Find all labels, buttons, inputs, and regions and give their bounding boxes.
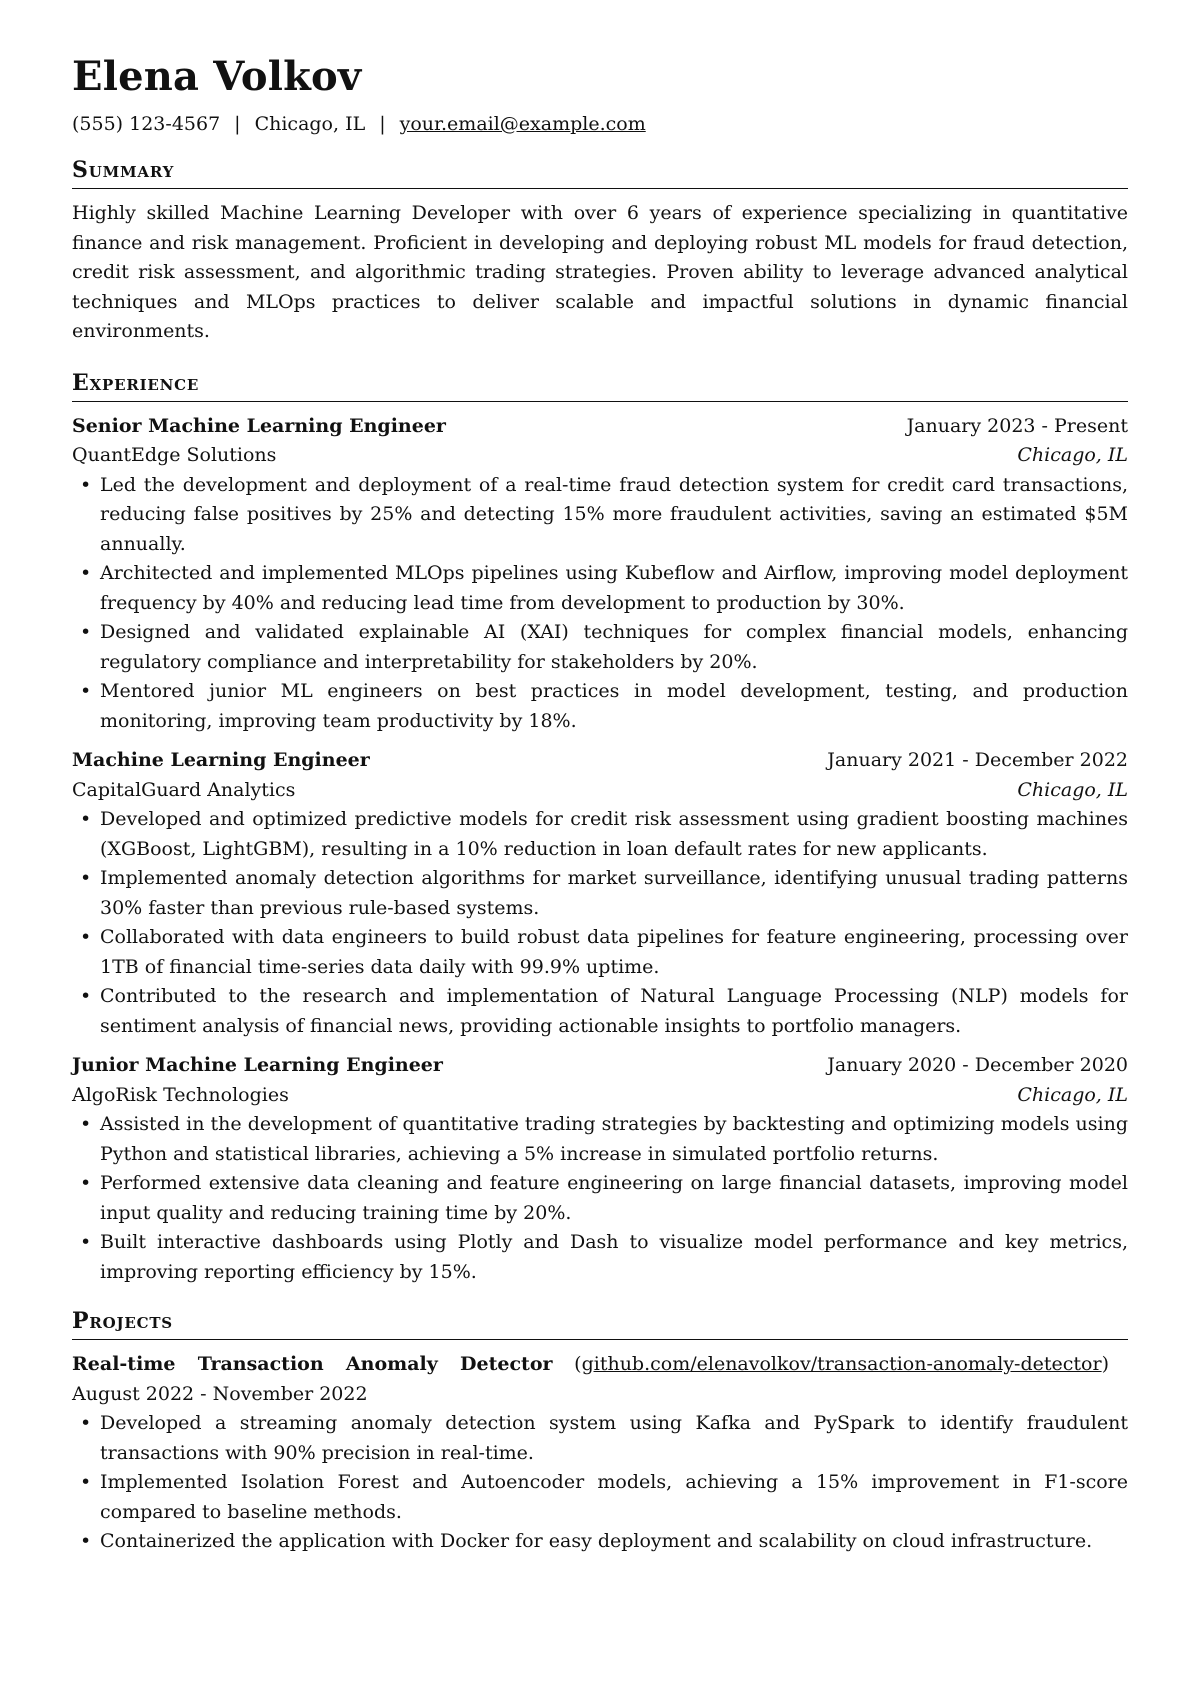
- bullet-item: • Implemented Isolation Forest and Autoencoder models, achieving a 15% improvement in F1-score compared to baseline methods.: [72, 1468, 1128, 1527]
- company-name: CapitalGuard Analytics: [72, 778, 296, 801]
- job-title-row: [72, 1051, 1128, 1081]
- job-company-row: [72, 776, 1128, 806]
- phone-number: (555) 123-4567: [72, 113, 221, 135]
- location: Chicago, IL: [254, 113, 366, 135]
- bullet-item: • Architected and implemented MLOps pipelines using Kubeflow and Airflow, improving model deployment frequency by 40% and reducing lead time from development to production by 30%.: [72, 559, 1128, 618]
- company-name: QuantEdge Solutions: [72, 444, 277, 466]
- summary-heading: Summary: [72, 156, 1128, 189]
- summary-text: Highly skilled Machine Learning Developer with over 6 years of experience specializing in quantitative finance and risk management. Proficient in developing and deploying robust ML models for fraud detection, credit risk assessment, and algorithmic trading strategies. Proven ability to leverage advanced analytical techniques and MLOps practices to deliver scalable and impactful solutions in dynamic financial environments.: [72, 202, 1128, 342]
- job-title: Junior Machine Learning Engineer: [72, 1054, 443, 1076]
- job-dates: January 2021 - December 2022: [827, 749, 1128, 771]
- job-entry: [72, 1051, 1128, 1287]
- resume-page: [72, 54, 1128, 1557]
- job-bullets: [72, 805, 1128, 1041]
- job-bullets: [72, 1110, 1128, 1287]
- bullet-item: • Implemented anomaly detection algorithms for market surveillance, identifying unusual trading patterns 30% faster than previous rule-based systems.: [72, 864, 1128, 923]
- bullet-item: • Containerized the application with Docker for easy deployment and scalability on cloud infrastructure.: [72, 1527, 1128, 1557]
- job-title-row: [72, 412, 1128, 442]
- separator: |: [234, 113, 241, 135]
- project-bullets: [72, 1409, 1128, 1557]
- project-dates: August 2022 - November 2022: [72, 1382, 368, 1405]
- bullet-item: • Developed and optimized predictive models for credit risk assessment using gradient boosting machines (XGBoost, LightGBM), resulting in a 10% reduction in loan default rates for new applicants.: [72, 805, 1128, 864]
- candidate-name: Elena Volkov: [72, 53, 362, 100]
- job-company-row: [72, 1081, 1128, 1111]
- separator: |: [379, 113, 386, 135]
- job-location: Chicago, IL: [1017, 1083, 1128, 1106]
- job-location: Chicago, IL: [1017, 778, 1128, 801]
- job-entry: [72, 746, 1128, 1041]
- project-link[interactable]: github.com/elenavolkov/transaction-anomaly-detector: [581, 1353, 1102, 1375]
- project-header: Real-time Transaction Anomaly Detector (github.com/elenavolkov/transaction-anomaly-detector) August 2022 - November 2022: [72, 1353, 1128, 1405]
- contact-line: [72, 110, 1128, 138]
- bullet-item: • Led the development and deployment of a real-time fraud detection system for credit card transactions, reducing false positives by 25% and detecting 15% more fraudulent activities, saving an estimated $5M annually.: [72, 471, 1128, 560]
- experience-heading: Experience: [72, 369, 1128, 402]
- bullet-item: • Developed a streaming anomaly detection system using Kafka and PySpark to identify fraudulent transactions with 90% precision in real-time.: [72, 1409, 1128, 1468]
- bullet-item: • Designed and validated explainable AI (XAI) techniques for complex financial models, enhancing regulatory compliance and interpretability for stakeholders by 20%.: [72, 618, 1128, 677]
- job-dates: January 2023 - Present: [906, 414, 1128, 437]
- job-location: Chicago, IL: [1017, 444, 1128, 466]
- job-dates: January 2020 - December 2020: [827, 1054, 1128, 1076]
- experience-list: [72, 412, 1128, 1288]
- project-title: Real-time Transaction Anomaly Detector: [72, 1353, 553, 1375]
- job-entry: [72, 412, 1128, 737]
- bullet-item: • Performed extensive data cleaning and feature engineering on large financial datasets, improving model input quality and reducing training time by 20%.: [72, 1169, 1128, 1228]
- bullet-item: • Contributed to the research and implementation of Natural Language Processing (NLP) models for sentiment analysis of financial news, providing actionable insights to portfolio managers.: [72, 982, 1128, 1041]
- company-name: AlgoRisk Technologies: [72, 1083, 289, 1106]
- bullet-item: • Assisted in the development of quantitative trading strategies by backtesting and optimizing models using Python and statistical libraries, achieving a 5% increase in simulated portfolio returns.: [72, 1110, 1128, 1169]
- job-title: Senior Machine Learning Engineer: [72, 414, 446, 437]
- bullet-item: • Collaborated with data engineers to build robust data pipelines for feature engineering, processing over 1TB of financial time-series data daily with 99.9% uptime.: [72, 923, 1128, 982]
- projects-heading: Projects: [72, 1307, 1128, 1340]
- job-title: Machine Learning Engineer: [72, 749, 370, 771]
- job-bullets: [72, 471, 1128, 737]
- bullet-item: • Built interactive dashboards using Plotly and Dash to visualize model performance and key metrics, improving reporting efficiency by 15%.: [72, 1228, 1128, 1287]
- bullet-item: • Mentored junior ML engineers on best practices in model development, testing, and production monitoring, improving team productivity by 18%.: [72, 677, 1128, 736]
- job-title-row: [72, 746, 1128, 776]
- email-link[interactable]: your.email@example.com: [399, 113, 646, 135]
- projects-list: [72, 1350, 1128, 1557]
- project-entry: [72, 1350, 1128, 1557]
- job-company-row: [72, 441, 1128, 471]
